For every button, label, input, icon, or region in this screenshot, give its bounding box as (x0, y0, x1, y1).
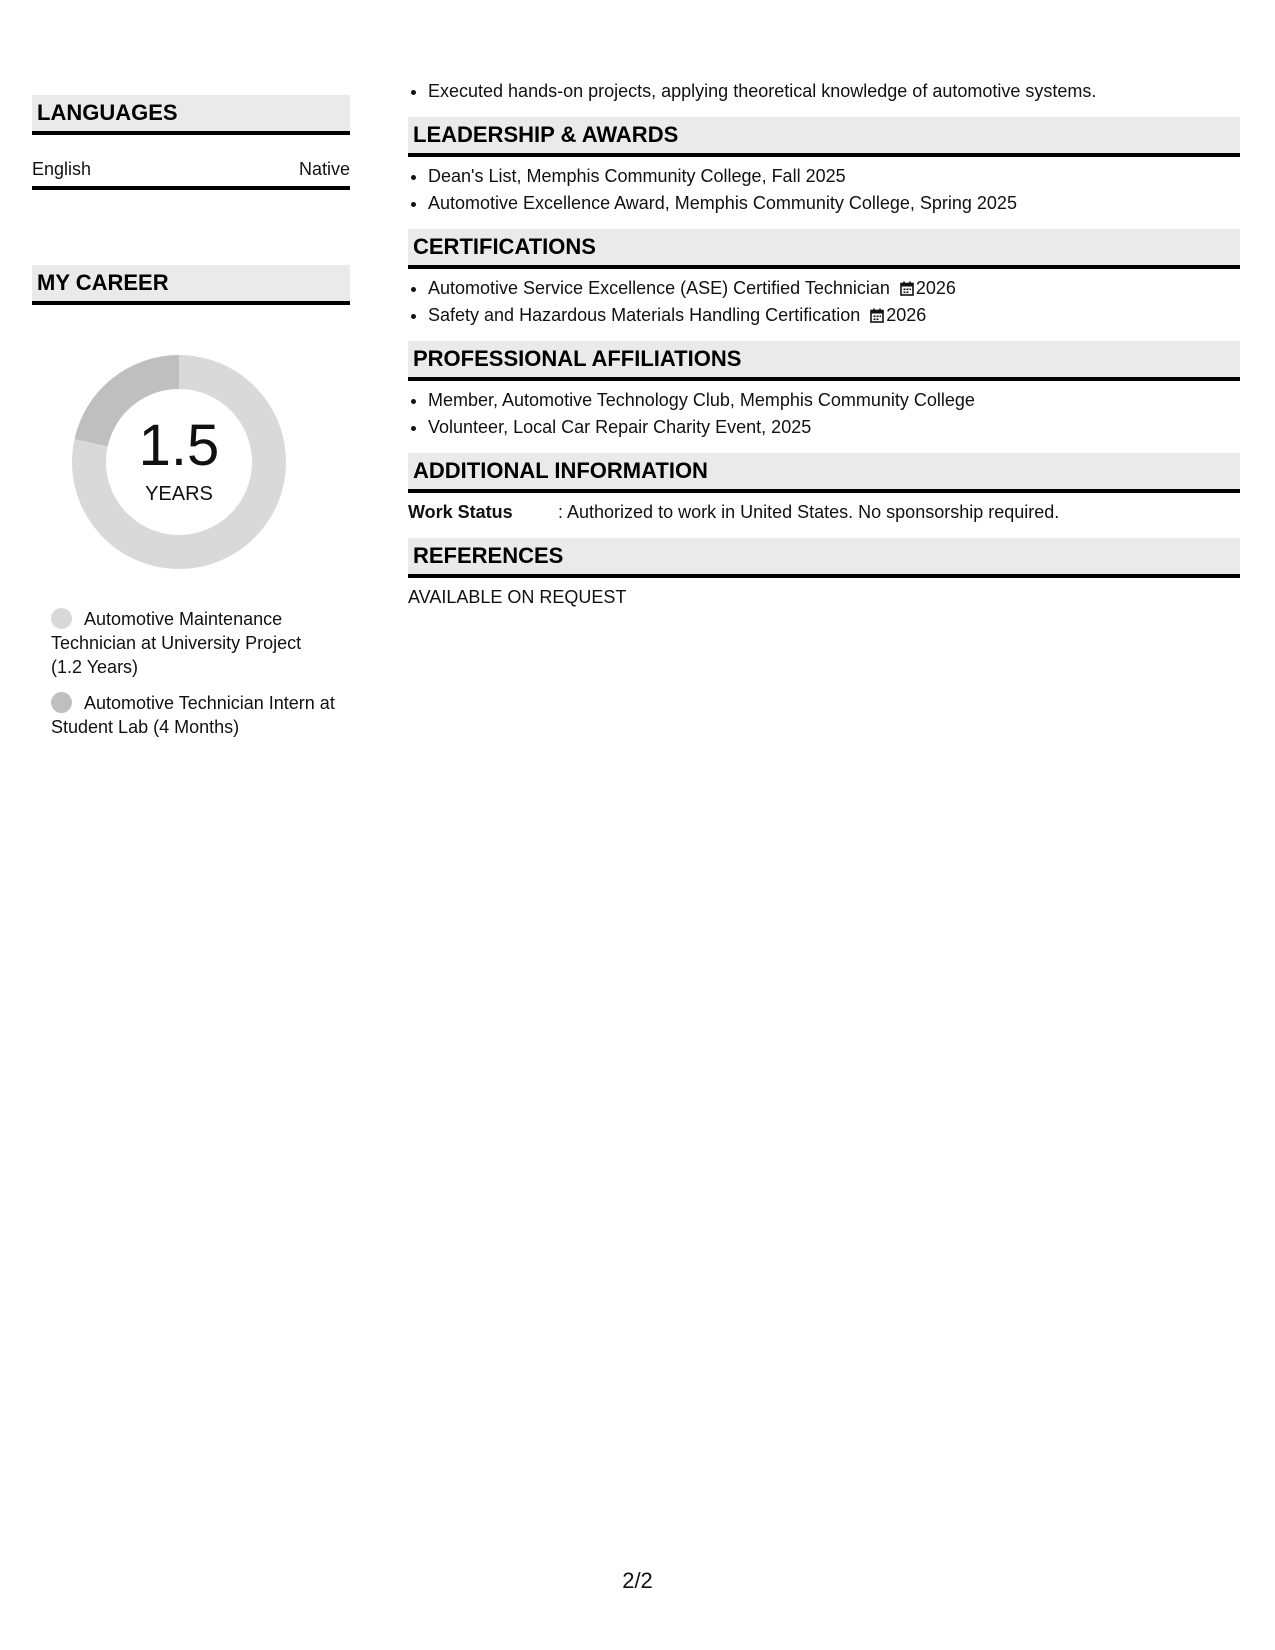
references-header: REFERENCES (408, 538, 1240, 578)
leadership-header: LEADERSHIP & AWARDS (408, 117, 1240, 157)
leadership-list (408, 163, 1240, 217)
legend-dot (51, 608, 72, 629)
career-legend-item (51, 691, 336, 739)
additional-info-header: ADDITIONAL INFORMATION (408, 453, 1240, 493)
certification-item (428, 302, 1240, 329)
certification-year: 2026 (886, 305, 927, 325)
career-legend (51, 607, 336, 739)
career-total-unit: YEARS (145, 483, 213, 505)
certification-year: 2026 (915, 278, 956, 298)
list-item: • Automotive Excellence Award, Memphis Community College, Spring 2025 (428, 190, 1240, 217)
certification-item (428, 275, 1240, 302)
certification-name: Safety and Hazardous Materials Handling Certification (428, 305, 861, 325)
career-entry-label: Automotive Technician Intern at Student Lab (4 Months) (51, 693, 335, 737)
language-row (32, 135, 350, 190)
work-status-value: : Authorized to work in United States. No sponsorship required. (558, 502, 1060, 522)
affiliations-header: PROFESSIONAL AFFILIATIONS (408, 341, 1240, 381)
certification-name: Automotive Service Excellence (ASE) Certified Technician (428, 278, 890, 298)
right-column (408, 78, 1240, 611)
work-status-row (408, 499, 1240, 526)
career-entry-label: Automotive Maintenance Technician at University Project (1.2 Years) (51, 609, 302, 677)
career-donut-chart (64, 347, 294, 577)
legend-dot (51, 692, 72, 713)
certifications-header: CERTIFICATIONS (408, 229, 1240, 269)
career-header: MY CAREER (32, 265, 350, 305)
language-name: English (32, 159, 92, 179)
languages-header: LANGUAGES (32, 95, 350, 135)
list-item: • Dean's List, Memphis Community College, Fall 2025 (428, 163, 1240, 190)
list-item: • Executed hands-on projects, applying theoretical knowledge of automotive systems. (428, 78, 1240, 105)
list-item: • Volunteer, Local Car Repair Charity Event, 2025 (428, 414, 1240, 441)
work-status-label: Work Status (408, 502, 513, 522)
language-level: Native (298, 159, 350, 179)
affiliations-list (408, 387, 1240, 441)
calendar-icon (900, 281, 914, 296)
left-column (32, 95, 350, 751)
calendar-icon (870, 308, 884, 323)
career-legend-item (51, 607, 336, 679)
list-item: • Member, Automotive Technology Club, Memphis Community College (428, 387, 1240, 414)
experience-continued-list (408, 78, 1240, 105)
career-total-value: 1.5 (138, 413, 220, 478)
page-number: 2/2 (622, 1568, 653, 1593)
certifications-list (408, 275, 1240, 329)
references-text: AVAILABLE ON REQUEST (408, 587, 627, 607)
